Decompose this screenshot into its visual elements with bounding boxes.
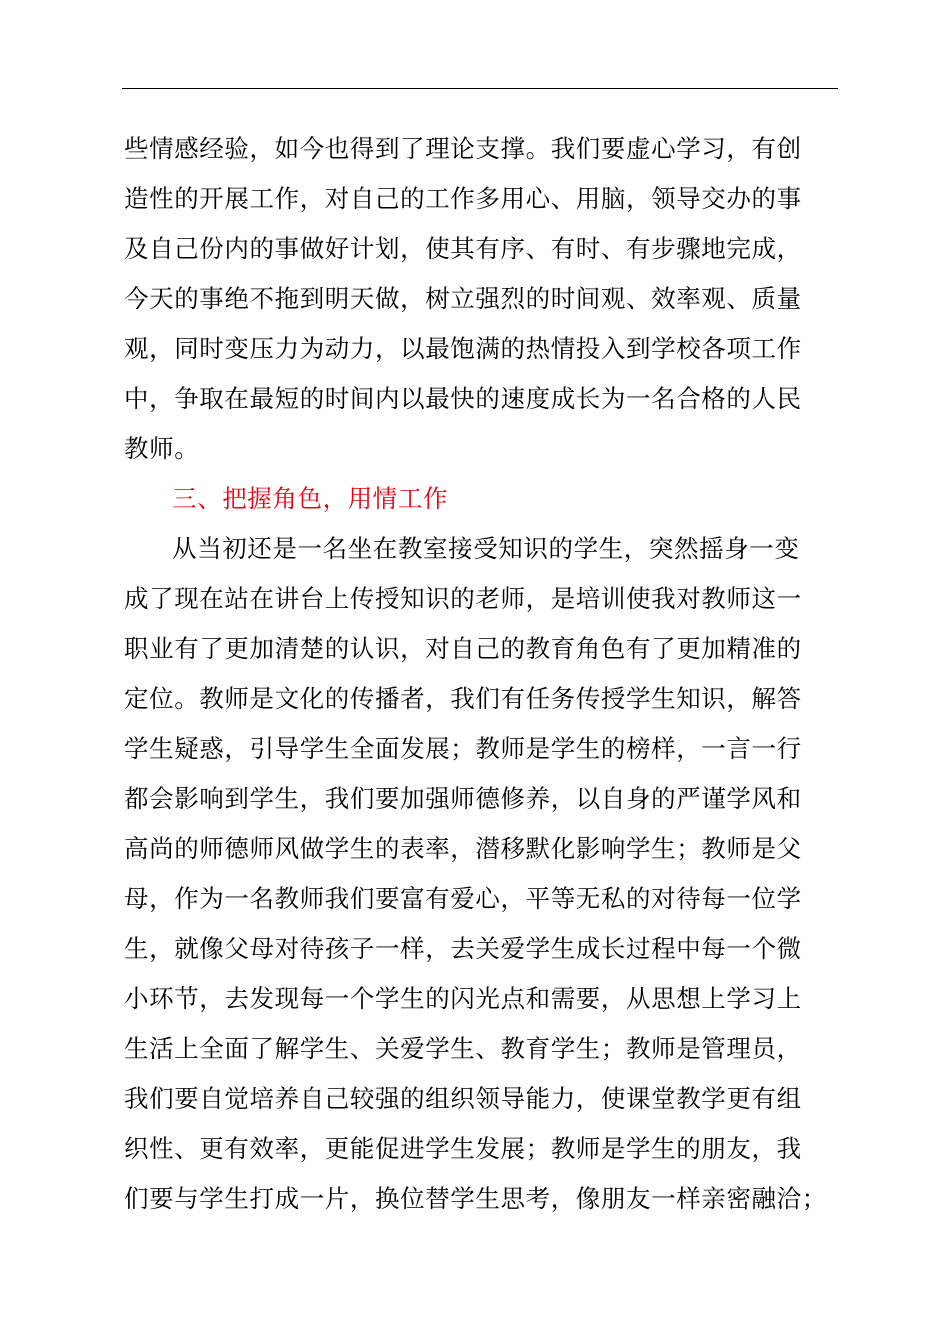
text-line: 些情感经验，如今也得到了理论支撑。我们要虚心学习，有创 — [124, 134, 802, 163]
text-line: 我们要自觉培养自己较强的组织领导能力，使课堂教学更有组 — [124, 1084, 802, 1113]
text-line: 成了现在站在讲台上传授知识的老师，是培训使我对教师这一 — [124, 584, 802, 613]
text-line: 观，同时变压力为动力，以最饱满的热情投入到学校各项工作 — [124, 334, 802, 363]
paragraph-2 — [124, 524, 864, 1224]
text-line: 定位。教师是文化的传播者，我们有任务传授学生知识，解答 — [124, 684, 802, 713]
document-body — [124, 124, 864, 1224]
text-line: 从当初还是一名坐在教室接受知识的学生，突然摇身一变 — [172, 534, 800, 563]
text-line: 学生疑惑，引导学生全面发展；教师是学生的榜样，一言一行 — [124, 734, 802, 763]
text-line: 造性的开展工作，对自己的工作多用心、用脑，领导交办的事 — [124, 184, 802, 213]
text-line: 们要与学生打成一片，换位替学生思考，像朋友一样亲密融洽； — [124, 1184, 827, 1213]
header-rule — [122, 88, 838, 89]
text-line: 母，作为一名教师我们要富有爱心，平等无私的对待每一位学 — [124, 884, 802, 913]
text-line: 生活上全面了解学生、关爱学生、教育学生；教师是管理员， — [124, 1034, 802, 1063]
text-line: 职业有了更加清楚的认识，对自己的教育角色有了更加精准的 — [124, 634, 802, 663]
text-line: 中，争取在最短的时间内以最快的速度成长为一名合格的人民 — [124, 384, 802, 413]
text-line: 织性、更有效率，更能促进学生发展；教师是学生的朋友，我 — [124, 1134, 802, 1163]
text-line: 都会影响到学生，我们要加强师德修养，以自身的严谨学风和 — [124, 784, 802, 813]
text-line: 及自己份内的事做好计划，使其有序、有时、有步骤地完成， — [124, 234, 802, 263]
text-line: 小环节，去发现每一个学生的闪光点和需要，从思想上学习上 — [124, 984, 802, 1013]
paragraph-1 — [124, 124, 864, 474]
text-line: 生，就像父母对待孩子一样，去关爱学生成长过程中每一个微 — [124, 934, 802, 963]
text-line: 今天的事绝不拖到明天做，树立强烈的时间观、效率观、质量 — [124, 284, 802, 313]
text-line: 高尚的师德师风做学生的表率，潜移默化影响学生；教师是父 — [124, 834, 802, 863]
text-line: 教师。 — [124, 434, 200, 463]
section-heading: 三、把握角色，用情工作 — [172, 484, 449, 513]
